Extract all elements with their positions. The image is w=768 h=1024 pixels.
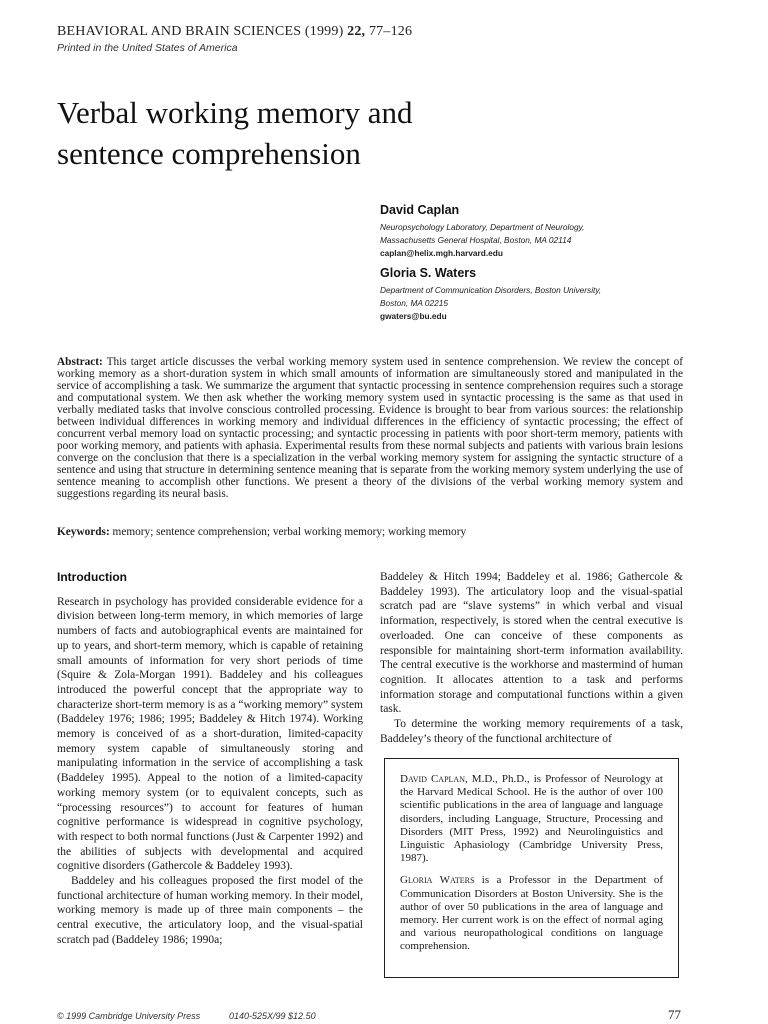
paragraph: Research in psychology has provided considerable evidence for a division between long-term memory, in which memories of large numbers of facts and autobiographical events are maintained for up to years, and short-term memory, which is capable of retaining small amounts of information for very short periods of time (Squire & Zola-Morgan 1991). Baddeley and his colleagues introduced the powerful concept that the appropriate way to characterize short-term memory is as a “working memory” system (Baddeley 1976; 1986; 1995; Baddeley & Hitch 1974). Working memory is conceived of as a short-duration, limited-capacity memory system capable of simultaneously storing and manipulating information in the service of accomplishing a task (Baddeley 1995). Appeal to the notion of a limited-capacity working memory system (or to equivalent concepts, such as “processing resources”) to account for features of human cognitive performance is widespread in cognitive psychology, with respect to both normal functions (Just & Carpenter 1992) and the abilities of subjects with developmental and acquired cognitive disorders (Gathercole & Baddeley 1993).: [57, 595, 363, 873]
paragraph: Baddeley & Hitch 1994; Baddeley et al. 1986; Gathercole & Baddeley 1993). The articulatory loop and the visual-spatial scratch pad are “slave systems” in which verbal and visual information, respectively, is stored when the central executive is overloaded. One can conceive of these components as responsible for maintaining short-term information availability. The central executive is the workhorse and mastermind of human cognition. It allocates attention to a task and performs information storage and computational functions within a given task.: [380, 571, 683, 716]
bio-text: is a Professor in the Department of Communication Disorders at Boston University. She is the author of over 50 publications in the area of language and memory. Her current work is on the effect of normal aging and various neuropathological conditions on language comprehension.: [400, 874, 663, 953]
copyright: © 1999 Cambridge University Press: [57, 1011, 201, 1021]
article-title: [57, 92, 517, 174]
bio-paragraph: [400, 773, 663, 865]
title-line: Verbal working memory and: [57, 95, 413, 130]
journal-pages: 77–126: [368, 24, 413, 39]
author-affiliation: [380, 221, 584, 247]
author-bio-box: [384, 758, 679, 978]
keywords: [57, 526, 683, 539]
left-column: [57, 570, 363, 948]
bio-paragraph: [400, 874, 663, 953]
title-line: sentence comprehension: [57, 136, 361, 171]
right-column: [380, 570, 683, 746]
author-email: caplan@helix.mgh.harvard.edu: [380, 248, 503, 258]
paragraph: To determine the working memory requirements of a task, Baddeley’s theory of the functional architecture of: [380, 718, 683, 745]
abstract-text: This target article discusses the verbal working memory system used in sentence comprehension. We review the concept of working memory as a short-duration system in which small amounts of information are simultaneously stored and manipulated in the service of accomplishing a task. We summarize the argument that syntactic processing in sentence comprehension requires such a storage and computational system. We then ask whether the working memory system used in syntactic processing is the same as that used in verbally mediated tasks that involve conscious controlled processing. Evidence is brought to bear from various sources: the relationship between individual differences in working memory and individual differences in the efficiency of syntactic processing; the effect of concurrent verbal memory load on syntactic processing; and syntactic processing in patients with poor short-term memory, patients with poor working memory, and patients with aphasia. Experimental results from these normal subjects and patients with various brain lesions converge on the conclusion that there is a specialization in the verbal working memory system for assigning the syntactic structure of a sentence and using that structure in determining sentence meaning that is separate from the working memory system underlying the use of sentence meaning to accomplish other functions. We present a theory of the divisions of the verbal working memory system and suggestions regarding its neural basis.: [57, 356, 683, 500]
printed-note: Printed in the United States of America: [57, 42, 238, 54]
journal-year: (1999): [304, 24, 344, 39]
keywords-text: memory; sentence comprehension; verbal working memory; working memory: [112, 526, 467, 538]
page-number: 77: [668, 1007, 681, 1022]
affiliation-line: Massachusetts General Hospital, Boston, MA 02114: [380, 235, 572, 245]
bio-name: Gloria Waters: [400, 874, 475, 887]
bio-text: , M.D., Ph.D., is Professor of Neurology at the Harvard Medical School. He is the author of over 100 scientific publications in the area of language and language disorders, including Language, Structure, Processing and Disorders (MIT Press, 1992) and Neurolinguistics and Linguistic Aphasiology (Cambridge University Press, 1987).: [400, 773, 663, 865]
paragraph: Baddeley and his colleagues proposed the first model of the functional architecture of human working memory. In their model, working memory is made up of three main components – the central executive, the articulatory loop, and the visual-spatial scratch pad (Baddeley 1986; 1990a;: [57, 875, 363, 946]
author-block: [380, 266, 601, 323]
journal-volume: 22,: [347, 24, 366, 39]
abstract: [57, 356, 683, 500]
author-block: [380, 203, 584, 260]
affiliation-line: Boston, MA 02215: [380, 298, 448, 308]
journal-header: [57, 24, 412, 40]
affiliation-line: Neuropsychology Laboratory, Department of Neurology,: [380, 222, 585, 232]
author-affiliation: [380, 284, 601, 310]
journal-name: BEHAVIORAL AND BRAIN SCIENCES: [57, 24, 302, 39]
author-name: David Caplan: [380, 203, 460, 217]
bio-name: David Caplan: [400, 773, 465, 785]
author-email: gwaters@bu.edu: [380, 311, 447, 321]
issn: 0140-525X/99 $12.50: [229, 1011, 316, 1021]
author-name: Gloria S. Waters: [380, 266, 477, 280]
abstract-label: Abstract:: [57, 356, 103, 368]
affiliation-line: Department of Communication Disorders, Boston University,: [380, 285, 602, 295]
section-heading: Introduction: [57, 570, 127, 584]
keywords-label: Keywords:: [57, 526, 110, 538]
